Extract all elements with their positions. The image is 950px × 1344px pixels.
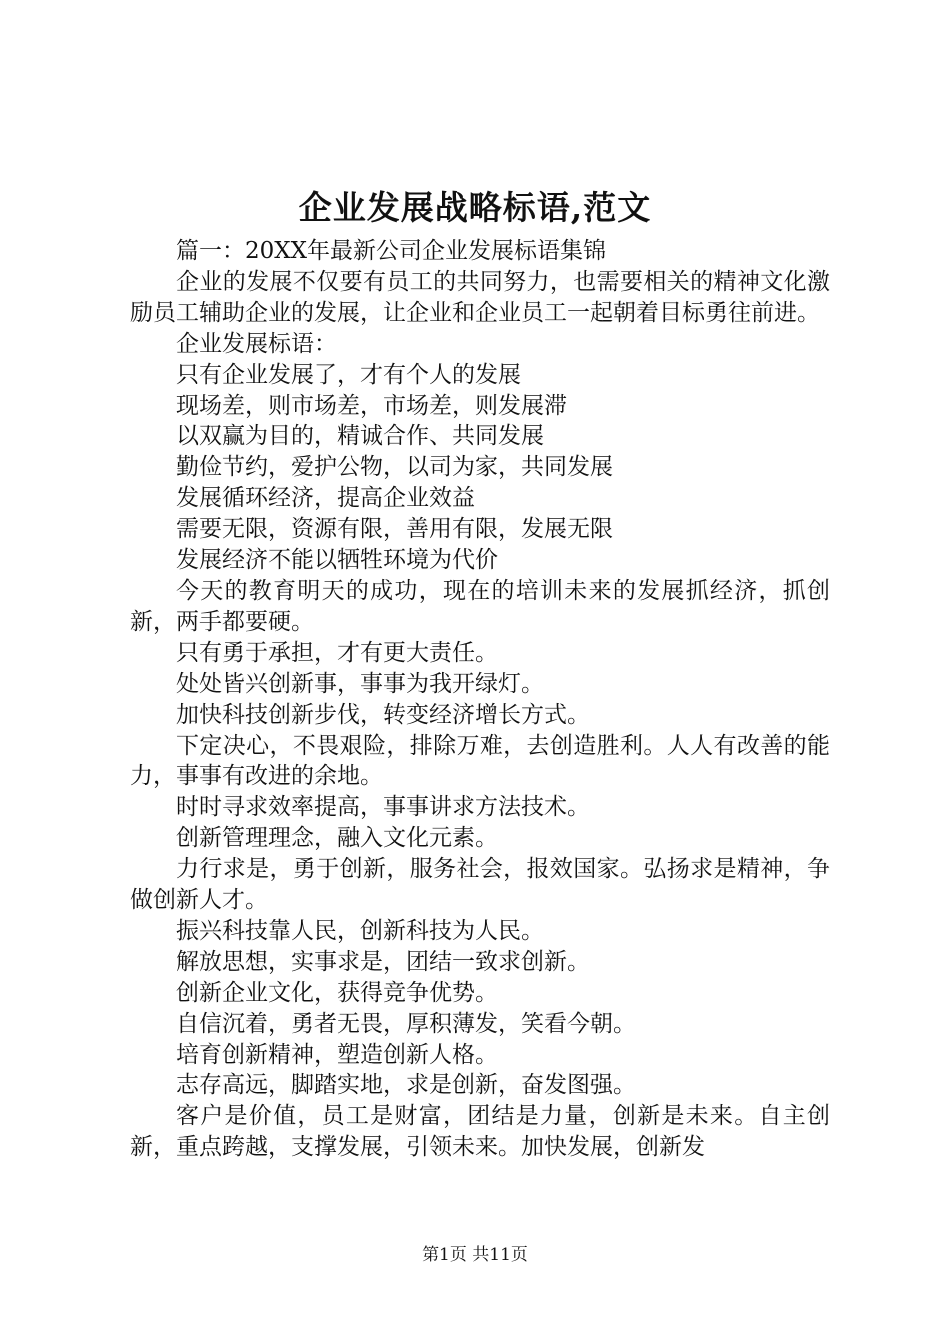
paragraph: 以双赢为目的，精诚合作、共同发展 [176,423,544,450]
paragraph: 处处皆兴创新事，事事为我开绿灯。 [176,670,544,697]
page-footer: 第1页 共11页 [422,1245,528,1265]
document-title: 企业发展战略标语,范文 [298,188,652,227]
paragraph: 志存高远，脚踏实地，求是创新，奋发图强。 [176,1072,636,1099]
paragraph: 下定决心，不畏艰险，排除万难，去创造胜利。人人有改善的能力，事事有改进的余地。 [130,732,830,790]
paragraph: 振兴科技靠人民，创新科技为人民。 [176,917,544,944]
paragraph: 今天的教育明天的成功，现在的培训未来的发展抓经济，抓创新，两手都要硬。 [130,577,830,635]
paragraph: 解放思想，实事求是，团结一致求创新。 [176,948,590,975]
paragraph: 现场差，则市场差，市场差，则发展滞 [176,392,567,419]
paragraph: 企业发展标语： [176,330,337,357]
paragraph: 只有勇于承担，才有更大责任。 [176,639,498,666]
paragraph: 时时寻求效率提高，事事讲求方法技术。 [176,794,590,821]
paragraph: 力行求是，勇于创新，服务社会，报效国家。弘扬求是精神，争做创新人才。 [130,856,830,914]
paragraph: 篇一：20XX年最新公司企业发展标语集锦 [176,238,607,264]
paragraph: 培育创新精神，塑造创新人格。 [176,1041,498,1068]
paragraph: 客户是价值，员工是财富，团结是力量，创新是未来。自主创新，重点跨越，支撑发展，引领未来。加快发展，创新发 [130,1103,830,1161]
paragraph: 企业的发展不仅要有员工的共同努力，也需要相关的精神文化激励员工辅助企业的发展，让企业和企业员工一起朝着目标勇往前进。 [130,268,830,326]
paragraph: 只有企业发展了，才有个人的发展 [176,361,521,388]
document-body [130,236,830,1163]
paragraph: 自信沉着，勇者无畏，厚积薄发，笑看今朝。 [176,1010,636,1037]
paragraph: 加快科技创新步伐，转变经济增长方式。 [176,701,590,728]
paragraph: 勤俭节约，爱护公物，以司为家，共同发展 [176,454,613,481]
paragraph: 创新管理理念，融入文化元素。 [176,825,498,852]
paragraph: 需要无限，资源有限，善用有限，发展无限 [176,516,613,543]
paragraph: 创新企业文化，获得竞争优势。 [176,979,498,1006]
paragraph: 发展循环经济，提高企业效益 [176,485,475,512]
paragraph: 发展经济不能以牺牲环境为代价 [176,547,498,574]
